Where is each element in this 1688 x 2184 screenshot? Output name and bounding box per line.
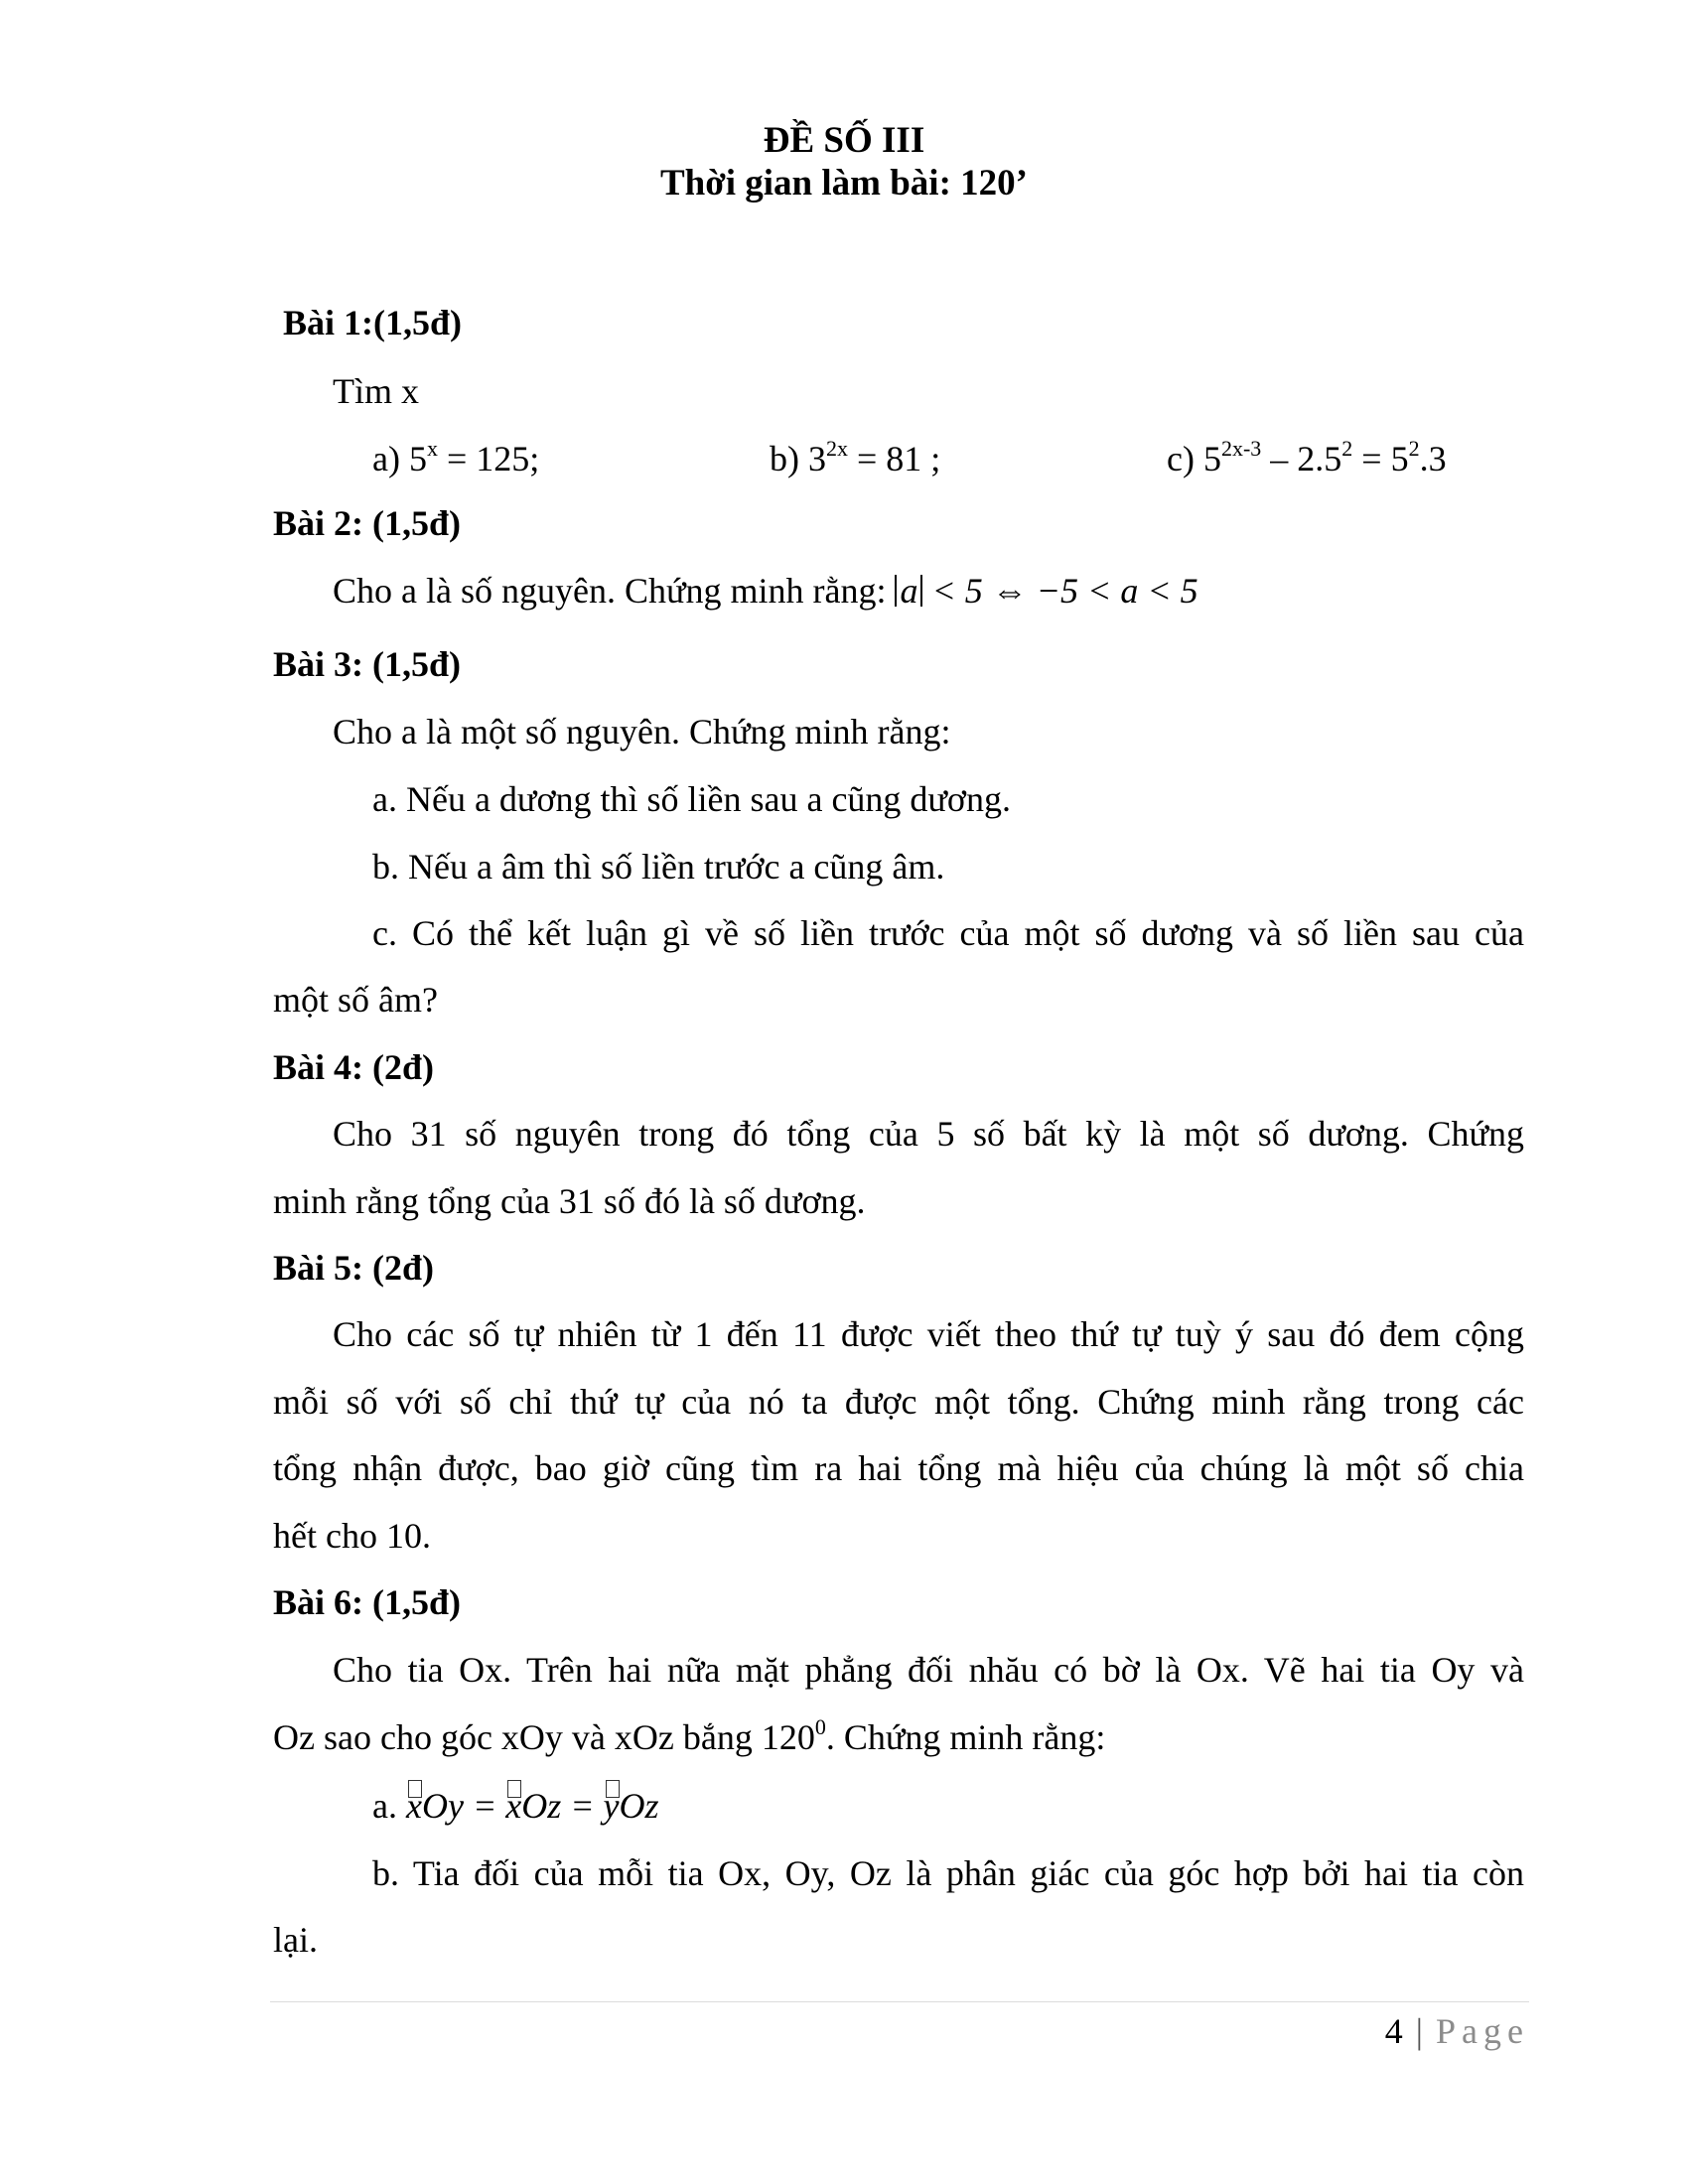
abs-value-a: [895, 571, 922, 611]
bai5-heading: Bài 5: (2đ): [273, 1248, 434, 1288]
bai1-c-eq: = 5: [1352, 439, 1409, 478]
bai2-formula: < 5 ⇔ −5 < a < 5: [922, 571, 1198, 611]
bai3-heading: Bài 3: (1,5đ): [273, 644, 461, 684]
bai1-c-exponent-1: 2x-3: [1220, 436, 1262, 461]
bai4-line2: minh rằng tổng của 31 số đó là số dương.: [273, 1181, 866, 1221]
footer-divider: [270, 2001, 1529, 2002]
page-word: Page: [1436, 2011, 1529, 2051]
bai1-part-a: [372, 437, 539, 485]
bai1-a-exponent: x: [426, 436, 438, 461]
bai2-heading: Bài 2: (1,5đ): [273, 503, 461, 543]
exam-time: Thời gian làm bài: 120’: [660, 163, 1028, 204]
bai3-part-c-line1: c. Có thể kết luận gì về số liền trước của một số dương và số liền sau của: [372, 913, 1524, 953]
bai2-text: Cho a là số nguyên. Chứng minh rằng:: [333, 571, 896, 611]
bai1-intro: Tìm x: [333, 371, 419, 411]
bai1-c-mid: – 2.5: [1261, 439, 1342, 478]
bai1-part-c: [1167, 437, 1447, 485]
page-footer: [1385, 2010, 1529, 2052]
bai4-heading: Bài 4: (2đ): [273, 1047, 434, 1087]
angle-xoz: xOz: [505, 1786, 562, 1826]
page-number: 4: [1384, 2011, 1403, 2051]
bai2-statement: [333, 569, 1198, 613]
bai1-heading: Bài 1:(1,5đ): [283, 303, 462, 342]
bai6-part-a: [372, 1784, 659, 1828]
bai6-part-b-line2: lại.: [273, 1920, 318, 1960]
angle-xoy: xOy: [405, 1786, 464, 1826]
bai1-c-end: .3: [1419, 439, 1447, 478]
bai1-c-label: c) 5: [1167, 439, 1221, 478]
bai5-line1: Cho các số tự nhiên từ 1 đến 11 được viết theo thứ tự tuỳ ý sau đó đem cộng: [333, 1314, 1524, 1354]
bai1-b-label: b) 3: [770, 439, 826, 478]
bai1-c-exponent-3: 2: [1408, 436, 1420, 461]
bai3-part-c-line2: một số âm?: [273, 980, 438, 1020]
bai6-heading: Bài 6: (1,5đ): [273, 1582, 461, 1622]
bai3-part-b: b. Nếu a âm thì số liền trước a cũng âm.: [372, 847, 945, 887]
bai6-line2-pre: Oz sao cho góc xOy và xOz bắng 120: [273, 1717, 815, 1757]
page-separator: |: [1415, 2011, 1424, 2051]
bai1-c-exponent-2: 2: [1341, 436, 1353, 461]
bai6-a-label: a.: [372, 1786, 406, 1826]
bai5-line2: mỗi số với số chỉ thứ tự của nó ta được một tổng. Chứng minh rằng trong các: [273, 1382, 1524, 1422]
bai6-line2-post: . Chứng minh rằng:: [825, 1717, 1106, 1757]
bai6-line1: Cho tia Ox. Trên hai nữa mặt phẳng đối nhău có bờ là Ox. Vẽ hai tia Oy và: [333, 1650, 1524, 1690]
exam-title: ĐỀ SỐ III: [763, 120, 925, 161]
bai3-intro: Cho a là một số nguyên. Chứng minh rằng:: [333, 712, 951, 751]
bai5-line3: tổng nhận được, bao giờ cũng tìm ra hai tổng mà hiệu của chúng là một số chia: [273, 1448, 1524, 1488]
bai3-part-a: a. Nếu a dương thì số liền sau a cũng dương.: [372, 779, 1011, 819]
bai4-line1: Cho 31 số nguyên trong đó tổng của 5 số bất kỳ là một số dương. Chứng: [333, 1114, 1524, 1154]
bai1-part-b: [770, 437, 940, 485]
bai1-a-label: a) 5: [372, 439, 427, 478]
degree-superscript: 0: [814, 1714, 826, 1739]
equals-1: =: [463, 1786, 506, 1826]
bai1-b-exponent: 2x: [826, 436, 848, 461]
abs-var: a: [900, 571, 918, 611]
bai6-line2: [273, 1715, 1105, 1764]
bai5-line4: hết cho 10.: [273, 1516, 431, 1556]
bai1-a-rest: = 125;: [437, 439, 540, 478]
equals-2: =: [561, 1786, 604, 1826]
angle-yoz: yOz: [603, 1786, 659, 1826]
bai6-part-b-line1: b. Tia đối của mỗi tia Ox, Oy, Oz là phân giác của góc hợp bởi hai tia còn: [372, 1853, 1524, 1893]
bai1-b-rest: = 81 ;: [848, 439, 941, 478]
